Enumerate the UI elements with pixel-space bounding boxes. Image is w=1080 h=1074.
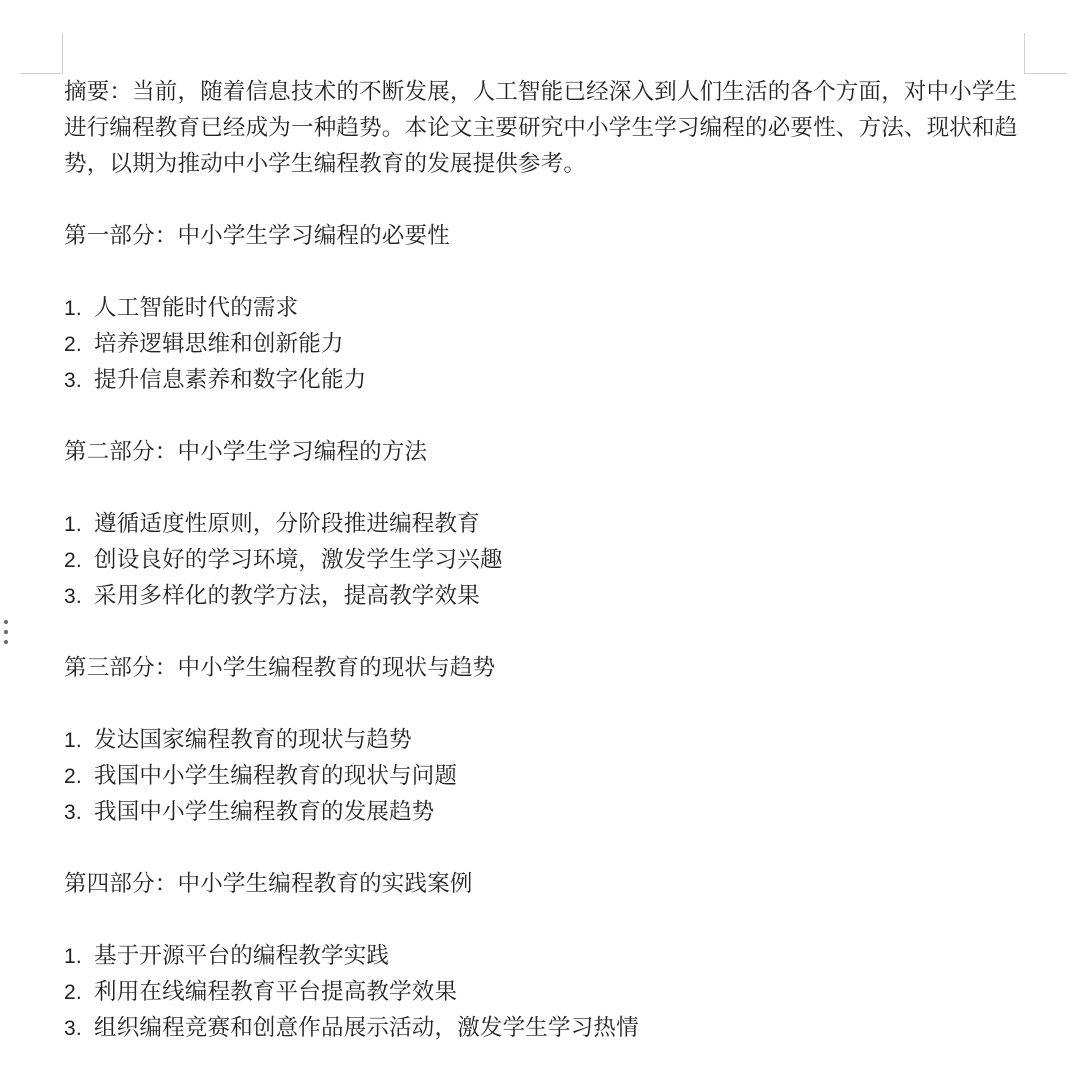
list-number: 1. [64,297,82,320]
list-item-text: 采用多样化的教学方法，提高教学效果 [94,583,480,609]
list-number: 2. [64,981,82,1004]
section-heading: 第二部分：中小学生学习编程的方法 [64,439,428,465]
section-heading: 第三部分：中小学生编程教育的现状与趋势 [64,655,496,681]
list-item [64,362,1034,398]
section-list [64,938,1034,1046]
drag-handle-icon[interactable] [2,620,10,646]
list-item [64,794,1034,830]
list-number: 3. [64,801,82,824]
page-corner-mark-top-left [20,33,63,74]
list-number: 3. [64,369,82,392]
section-4 [64,866,1034,1046]
section-3 [64,650,1034,830]
list-item-text: 遵循适度性原则，分阶段推进编程教育 [94,511,480,537]
list-item-text: 创设良好的学习环境，激发学生学习兴趣 [94,547,503,573]
list-item-text: 利用在线编程教育平台提高教学效果 [94,979,458,1005]
list-number: 1. [64,945,82,968]
section-2 [64,434,1034,614]
list-number: 1. [64,729,82,752]
list-item-text: 提升信息素养和数字化能力 [94,367,367,393]
list-item [64,290,1034,326]
list-item-text: 基于开源平台的编程教学实践 [94,943,390,969]
page-corner-mark-top-right [1024,33,1067,74]
section-1 [64,218,1034,398]
list-item [64,506,1034,542]
section-list [64,290,1034,398]
list-item [64,722,1034,758]
list-item [64,974,1034,1010]
list-number: 2. [64,765,82,788]
section-heading: 第四部分：中小学生编程教育的实践案例 [64,871,473,897]
list-item-text: 我国中小学生编程教育的现状与问题 [94,763,458,789]
list-item-text: 组织编程竞赛和创意作品展示活动，激发学生学习热情 [94,1015,639,1041]
list-number: 1. [64,513,82,536]
section-heading: 第一部分：中小学生学习编程的必要性 [64,223,450,249]
list-item-text: 培养逻辑思维和创新能力 [94,331,344,357]
list-item [64,938,1034,974]
list-number: 3. [64,585,82,608]
list-number: 3. [64,1017,82,1040]
list-number: 2. [64,333,82,356]
document-body[interactable] [64,74,1034,1074]
list-item-text: 人工智能时代的需求 [94,295,299,321]
list-item-text: 我国中小学生编程教育的发展趋势 [94,799,435,825]
section-list [64,506,1034,614]
list-item [64,326,1034,362]
list-item-text: 发达国家编程教育的现状与趋势 [94,727,412,753]
abstract-paragraph: 摘要：当前，随着信息技术的不断发展，人工智能已经深入到人们生活的各个方面，对中小学生进行编程教育已经成为一种趋势。本论文主要研究中小学生学习编程的必要性、方法、现状和趋势，以期为推动中小学生编程教育的发展提供参考。 [64,79,1018,177]
list-number: 2. [64,549,82,572]
list-item [64,578,1034,614]
section-list [64,722,1034,830]
list-item [64,758,1034,794]
list-item [64,1010,1034,1046]
list-item [64,542,1034,578]
